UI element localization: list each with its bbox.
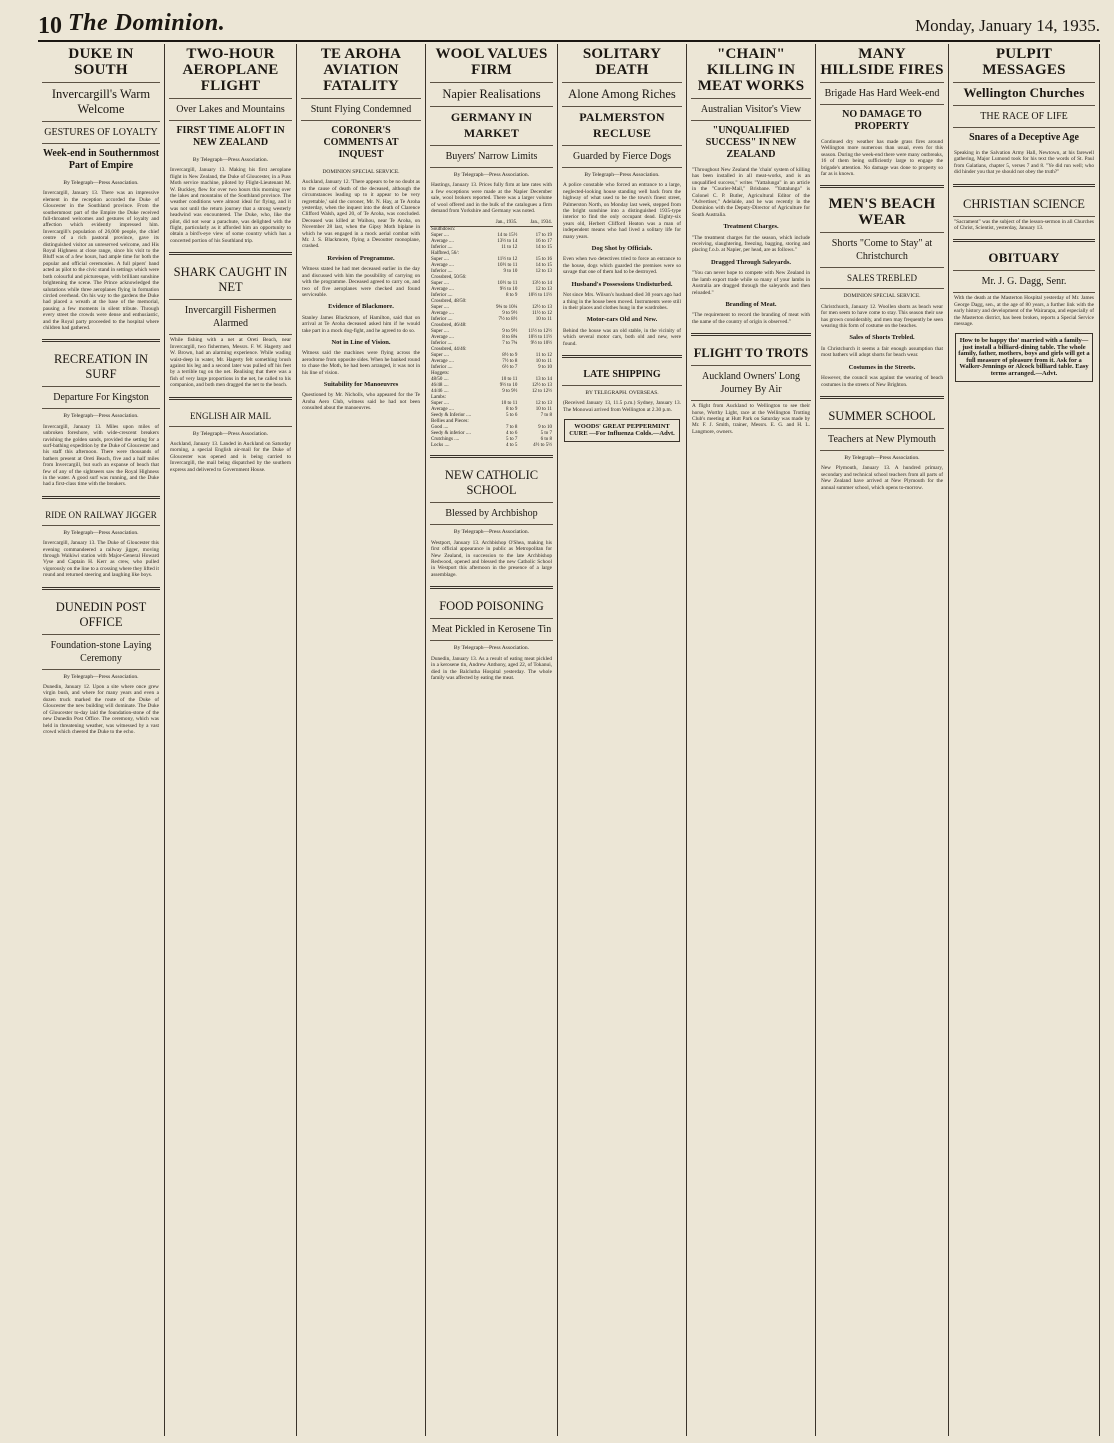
table-cell: Crossbred, 44/46: (431, 347, 467, 353)
table-cell: Average .... (431, 407, 454, 413)
table-cell: 12 to 13 (535, 401, 552, 407)
newspaper-title: The Dominion. (68, 10, 226, 36)
table-cell: 4½ to 5½ (533, 443, 552, 449)
table-cell: 6 to 8 (540, 437, 552, 443)
deck: Guarded by Fierce Dogs (562, 146, 682, 168)
headline: FLIGHT TO TROTS (691, 342, 811, 366)
article-body: A flight from Auckland to Wellington to see their horse, Worthy Light, race at the Wellington Trotting Club's meeting at Hutt Park on Saturday was made by Mr. F. J. Smith, trainer, Messrs. E. G. and H. L. Langmore, owners. (692, 403, 810, 435)
headline: DUNEDIN POST OFFICE (42, 596, 160, 635)
crosshead: Suitability for Manoeuvres (323, 380, 399, 388)
table-cell: 12 to 13 (535, 269, 552, 275)
headline: "CHAIN" KILLING IN MEAT WORKS (691, 44, 811, 99)
table-cell: Super .... (431, 329, 449, 335)
article-body: Christchurch, January 12. Woollen shorts as beach wear for men seem to have come to stay. This season their use has grown considerably, and men may frequently be seen wearing this form of costume on the beaches. (821, 303, 943, 330)
table-cell: 4 to 5 (506, 443, 518, 449)
table-cell: 8 to 8¾ (502, 335, 518, 341)
article-body: "The requirement to record the branding of meat with the name of the country of origin is observed." (692, 312, 810, 325)
crosshead: Branding of Meat. (725, 300, 777, 308)
advertisement: How to be happy tho' married with a family—just install a billiard-dining table. The whole family, father, mothers, boys and girls will get a full measure of pleasure from it. Ask for a Walker-Jennings or Alcock billiard table. Easy terms arranged.—Advt. (955, 333, 1093, 381)
table-cell: 10 to 11 (535, 317, 552, 323)
divider (169, 252, 292, 255)
table-cell: 10½ to 11 (497, 281, 518, 287)
headline: SUMMER SCHOOL (820, 405, 944, 429)
table-cell: 13½ to 14 (531, 281, 552, 287)
deck: Departure For Kingston (42, 387, 160, 409)
byline: DOMINION SPECIAL SERVICE. (843, 293, 921, 300)
headline: OBITUARY (953, 248, 1095, 271)
table-cell: 10 to 11 (535, 407, 552, 413)
subheadline: Alone Among Riches (562, 83, 682, 107)
table-cell: 16 to 17 (535, 239, 552, 245)
byline: By Telegraph—Press Association. (63, 529, 139, 536)
table-cell: Super .... (431, 257, 449, 263)
column-2 (165, 44, 297, 1436)
subheadline: Napier Realisations (430, 83, 553, 107)
table-cell: 9½ to 10 (499, 287, 518, 293)
table-cell: 10 to 11 (501, 377, 518, 383)
table-cell: 12 to 13 (535, 287, 552, 293)
article-body: Hastings, January 13. Prices fully firm at late rates with a few exceptions were made at the Napier December sale, wool brokers reported. There was a larger volume of wool offered and in the bulk of the catalogues a firm demand from Yorkshire and Germany was noted. (431, 182, 552, 215)
headline: TE AROHA AVIATION FATALITY (301, 44, 421, 99)
table-cell: 44/46 .... (431, 389, 449, 395)
table-cell: 7 to 8 (540, 413, 552, 419)
byline: BY TELEGRAPH. OVERSEAS. (585, 389, 659, 396)
issue-date: Monday, January 14, 1935. (915, 16, 1100, 35)
table-cell: Average .... (431, 335, 454, 341)
article-body: Auckland, January 12. 'There appears to be no doubt as to the cause of death of the deceased, although the circumstances leading up to it appear to be very regrettable,' said the coroner, Mr. N. Hay, at Te Aroha yesterday, when the inquest into the death of Clarence Clifford Walsh, aged 20, of Te Aroha, was concluded. Deceased was killed at Waihou, near Te Aroha, on November 28 last, when the Gipsy Moth biplane in which he was engaged in a mock aerial combat with Mr. J. S. Blackmore, flying a Desoutter monoplane, crashed. (302, 179, 420, 250)
article-body: Behind the house was an old stable, in the vicinity of which several motor cars, both old and new, were found. (563, 327, 681, 347)
table-cell: 9 to 10 (538, 365, 552, 371)
article-body: Speaking in the Salvation Army Hall, Newtown, at his farewell gathering, Major Lumond took for his text the words of St. Paul from Galatians, chapter 5, verses 7 and 8. "Ye did run well; who did hinder you that ye should not obey the truth?" (954, 150, 1094, 176)
article-body: Not since Mrs. Wilson's husband died 30 years ago had a thing in the house been moved. Instruments were still in their places and clothes hung in the wardrobes. (563, 292, 681, 311)
headline: CHRISTIAN SCIENCE (953, 193, 1095, 217)
column-4 (426, 44, 558, 1436)
byline: By Telegraph—Press Association. (453, 172, 530, 178)
byline: DOMINION SPECIAL SERVICE. (322, 169, 400, 175)
table-cell: Bellies and Pieces: (431, 419, 469, 425)
table-cell: 10½ to 11½ (528, 335, 552, 341)
table-cell: 14 to 15½ (497, 233, 518, 239)
article-body: Westport, January 13. Archbishop O'Shea, making his first official appearance in public as Metropolitan for New Zealand, in succession to the late Archbishop Redwood, opened and blessed the new Catholic School in Westport this afternoon in the presence of a large assemblage. (431, 539, 552, 578)
table-cell: 9 to 10 (538, 425, 552, 431)
column-8 (949, 44, 1100, 1436)
table-cell: 14 to 15 (535, 263, 552, 269)
subheadline: Shorts "Come to Stay" at Christchurch (820, 233, 944, 268)
divider (953, 184, 1095, 187)
divider (169, 397, 292, 400)
article-body: While fishing with a net at Oreti Beach, near Invercargill, two fishermen, Messrs. F. W. Hagerty and W. Brown, had an alarming experience. While wading waist-deep in water, Mr. Hagerty felt something brush against his leg and a second later was pulled off his feet by a terrible tug on the net. Realising that there was a fish of very large proportions in the net, he called to his companion, and both men dragged the net to the beach. (170, 337, 291, 389)
subheadline: Brigade Has Hard Week-end (820, 83, 944, 105)
article-body: Invercargill, January 13. There was an impressive element in the reception accorded the Duke of Gloucester in the Southland province. From the southernmost part of the Empire the Duke received full-throated welcomes and gestures of loyalty and affection which evidently impressed him. Invercargill's population of 26,000 people, the chief centre of a rich pastoral province, gave its distinguished visitor an unreserved welcome, and His Royal Highness at close range, since his visit to the Bluff was of a few hours, had ample time for both the popular and official ceremonies. A full pipers' band acted as pilot to the civic stand in settings which were both colourful and picturesque, with brilliant sunshine brightening the scene. The Prince acknowledged the salutations while three aeroplanes flying in formation circled overhead. On his way to the gardens the Duke had placed a wreath at the base of the memorial, pausing a few moments in silent tribute. Through every street the crowds were dense and enthusiastic, and the Royal party proceeded to the hospital where children had gathered. (43, 190, 159, 331)
column-3 (297, 44, 426, 1436)
article-body: Continued dry weather has made grass fires around Wellington more numerous than usual, even for this season. During the week-end there were many outbreaks, 16 of them being sufficiently large to engage the brigade's attention. No damage was done to property so far as is known. (821, 139, 943, 178)
table-cell: 9 to 10 (503, 269, 518, 275)
headline: RECREATION IN SURF (42, 348, 160, 387)
table-cell: Average .... (431, 359, 454, 365)
divider (42, 587, 160, 590)
table-cell: Southdown: (431, 227, 456, 233)
deck: SALES TREBLED (820, 268, 944, 289)
subheading: PALMERSTON RECLUSE (562, 107, 682, 146)
table-cell: 10 to 11 (535, 359, 552, 365)
divider (691, 333, 811, 336)
table-cell: Seedy & Inferior .... (431, 413, 472, 419)
subheading: Week-end in Southernmost Part of Empire (42, 148, 160, 171)
article-body: Witness stated he had met deceased earlier in the day and discussed with him the possibility of carrying on with the programme. Deceased agreed to carry on, and two of five aeroplanes were checked and found serviceable. (302, 266, 420, 298)
table-cell: 11 to 12 (535, 353, 552, 359)
subheadline: Invercargill's Warm Welcome (42, 83, 160, 122)
divider (42, 339, 160, 342)
table-cell: Super .... (431, 353, 449, 359)
article-body: (Received January 13, 11.5 p.m.) Sydney, January 13. The Monowai arrived from Wellington at 2.30 p.m. (563, 400, 681, 413)
wool-price-table (430, 220, 553, 449)
crosshead: Treatment Charges. (723, 223, 779, 231)
deck: Blessed by Archbishop (430, 503, 553, 525)
table-cell: Seedy & inferior .... (431, 431, 471, 437)
article-body: Auckland, January 13. Landed in Auckland on Saturday morning, a special English air-mail for the Duke of Gloucester was opened and is being carried to Invercargill, the mail being dispatched by the southern express and delivered to Government House. (170, 440, 291, 473)
article-body: New Plymouth, January 13. A hundred primary, secondary and technical school teachers from all parts of New Zealand have arrived at New Plymouth for the annual summer school, which opens to-morrow. (821, 465, 943, 491)
article-body: Stanley James Blackmore, of Hamilton, said that on arrival at Te Aroha deceased asked him if he would take part in a mock dog-fight, and he agreed to do so. (302, 314, 420, 334)
table-cell: 9½ to 10 (499, 383, 518, 389)
table-cell: 48/50 .... (431, 377, 449, 383)
table-cell: Crossbred, 48/50: (431, 299, 467, 305)
divider (820, 396, 944, 399)
byline: By Telegraph—Press Association. (192, 430, 269, 437)
divider (820, 185, 944, 188)
deck: Auckland Owners' Long Journey By Air (691, 366, 811, 401)
headline: SOLITARY DEATH (562, 44, 682, 83)
table-cell: Super .... (431, 401, 449, 407)
table-cell: 10 to 11 (501, 401, 518, 407)
byline: By Telegraph—Press Association. (63, 180, 139, 186)
deck: Buyers' Narrow Limits (430, 146, 553, 168)
page-number: 10 (38, 13, 62, 39)
table-cell: Crossbred, 50/56: (431, 275, 467, 281)
byline: By Telegraph—Press Association. (453, 645, 530, 652)
deck: Mr. J. G. Dagg, Senr. (953, 271, 1095, 293)
table-header: Jan., 1934. (518, 220, 553, 227)
table-cell: 14 to 15 (535, 245, 552, 251)
table-cell: 7½ to 8 (502, 359, 518, 365)
headline: FOOD POISONING (430, 595, 553, 619)
subheadline: Stunt Flying Condemned (301, 99, 421, 121)
table-header: Jan., 1935. (487, 220, 519, 227)
table-cell: Super .... (431, 281, 449, 287)
deck: THE RACE OF LIFE (953, 106, 1095, 128)
article-body: Invercargill, January 13. Making his first aeroplane flight in New Zealand, the Duke of Gloucester, in a Puss Moth service machine, piloted by Flight-Lieutenant M. W. Buckley, flew for over two hours this morning over the lakes and mountains of the Southland province. The weather conditions were almost ideal for flying, and it was not until the return journey that a strong westerly headwind was encountered. The Duke, who, like the pilot, did not wear a parachute, was delighted with the flight, particularly as it afforded him an opportunity to obtain a bird's-eye view of some country which has a concerted portion of his Southland trip. (170, 167, 291, 244)
article-body: "Sacrament" was the subject of the lesson-sermon in all Churches of Christ, Scientist, yesterday, January 13. (954, 218, 1094, 232)
table-cell: 46/48 .... (431, 383, 449, 389)
article-body: Invercargill, January 13. Miles upon miles of unbroken foreshore, with wide-crescent breakers ravishing the golden sands, provided the setting for a surf-bathing expedition by the Duke of Gloucester and his staff this afternoon. There were thousands of bathers present at Oreti Beach, five and a half miles from Invercargill, but such an expanse of beach that few of any of the sightseers saw the Royal Highness in the water. A good surf was running, and the Duke had a first-class time with the breakers. (43, 423, 159, 488)
crosshead: Evidence of Blackmore. (328, 303, 394, 311)
subheadline: Wellington Churches (953, 83, 1095, 106)
table-cell: 5 to 7 (540, 431, 552, 437)
column-7 (816, 44, 949, 1436)
deck: Teachers at New Plymouth (820, 429, 944, 451)
table-cell: 8 to 9 (506, 293, 518, 299)
article-body: Witness said the machines were flying across the aerodrome from opposite sides. When he banked round to chase the Moth, he had been arranged, it was not in his line of vision. (302, 350, 420, 376)
article-body: Dunedin, January 13. As a result of eating meat pickled in a kerosene tin, Andrew Anthony, aged 22, of Tokanui, died in the Balclutha Hospital yesterday. The whole family was affected by eating the meat. (431, 655, 552, 681)
table-cell: 10½ to 11 (497, 263, 518, 269)
article-body: "You can never hope to compete with New Zealand in the lamb export trade while so many of your lambs in Australia are dragged through the saleyards and then reloaded." (692, 270, 810, 296)
crosshead: Revision of Programme. (327, 254, 395, 262)
column-6 (687, 44, 816, 1436)
deck: GESTURES OF LOYALTY (42, 122, 160, 144)
subheading: "UNQUALIFIED SUCCESS" IN NEW ZEALAND (705, 125, 797, 160)
table-cell: Locks .... (431, 443, 450, 449)
headline: DUKE IN SOUTH (42, 44, 160, 83)
table-cell: 7½ to 8½ (498, 317, 518, 323)
table-cell: Crutchings .... (431, 437, 460, 443)
table-cell: 15 to 16 (535, 257, 552, 263)
byline: By Telegraph—Press Association. (63, 673, 139, 680)
table-cell: 9 to 9½ (502, 329, 518, 335)
subheadline: Over Lakes and Mountains (169, 99, 292, 121)
table-row (430, 443, 553, 449)
table-cell: Super .... (431, 305, 449, 311)
table-cell: Inferior .... (431, 245, 453, 251)
divider (430, 455, 553, 458)
article-body: Dunedin, January 12. Upon a site where once grew virgin bush, and where for many years and even a dozen truck marked the route of the Duke of Gloucester the new building will dominate. The Duke of Gloucester to-day laid the foundation-stone of the new Dunedin Post Office. The ceremony, which was held in threatening weather, was witnessed by a vast crowd which cheered the Duke to the echo. (43, 684, 159, 735)
table-cell: 11½ to 12 (532, 311, 552, 317)
byline: By Telegraph—Press Association. (453, 529, 530, 536)
crosshead: Husband's Possessions Undisturbed. (571, 280, 673, 288)
advertisement: WOODS' GREAT PEPPERMINT CURE —For Influenza Colds.—Advt. (564, 419, 680, 442)
table-cell: 5 to 7 (506, 437, 518, 443)
headline: MEN'S BEACH WEAR (820, 194, 944, 233)
headline: SHARK CAUGHT IN NET (169, 261, 292, 300)
headline: TWO-HOUR AEROPLANE FLIGHT (169, 44, 292, 99)
table-cell: Hoggets: (431, 371, 450, 377)
article-body: With the death at the Masterton Hospital yesterday of Mr. James George Dagg, sen., at the age of 80 years, a further link with the early history and development of the Wairarapa, and especially of the Masterton district, has been broken, reports a Special Service message. (954, 295, 1094, 328)
table-cell: 11½ to 12½ (528, 329, 552, 335)
table-cell: Average .... (431, 287, 454, 293)
article-body: Invercargill, January 13. The Duke of Gloucester this evening commandeered a railway jigger, moving through Waikiwi station with Major-General Howard Vyse and Captain H. Kerr as crew, who pulled vigorously on the line to a crossing where they lifted it round and returned steering and laughing like boys. (43, 540, 159, 579)
crosshead: Sales of Shorts Trebled. (849, 334, 915, 342)
column-1 (38, 44, 165, 1436)
headline: LATE SHIPPING (562, 364, 682, 386)
crosshead: Dragged Through Saleyards. (710, 258, 792, 266)
article-body: "Throughout New Zealand the 'chain' system of killing has been installed in all meat-works, and is an unqualified success," writes "Yattalunga" in an article in the "Courier-Mail," Brisbane. "Yattalunga" is Colonel C. P. Butler, Agricultural Editor of the "Advertiser," Adelaide, and he was recently in the Dominion with the Deputy-Director of Agriculture for South Australia. (692, 167, 810, 218)
article-body: A police constable who forced an entrance to a large, neglected-looking house standing well back from the highway of what used to be the town's finest street, Palmerston North, on Monday last week, stepped from the bright sunshine into a distinguished 1935-type interior to find the only occupant dead. Eighty-six years old, Herbert Clifford Heaton was a man of independent means who had lived a solitary life for many years. (563, 182, 681, 240)
table-cell: Inferior .... (431, 317, 453, 323)
table-cell: Inferior .... (431, 341, 453, 347)
headline: MANY HILLSIDE FIRES (820, 44, 944, 83)
divider (42, 496, 160, 499)
subheading: Snares of a Deceptive Age (969, 132, 1079, 143)
byline: By Telegraph—Press Association. (584, 172, 660, 178)
deck: Foundation-stone Laying Ceremony (42, 635, 160, 670)
table-cell: Crossbred, 46/48: (431, 323, 467, 329)
table-cell: 7 to 8 (506, 425, 518, 431)
table-cell: 12½ to 13 (531, 383, 552, 389)
table-cell: Inferior .... (431, 269, 453, 275)
table-cell: 17 to 19 (535, 233, 552, 239)
masthead (38, 10, 1100, 42)
table-cell: Average .... (431, 239, 454, 245)
table-cell: 11 to 12 (501, 245, 518, 251)
table-cell: 5 to 6 (506, 413, 518, 419)
table-cell: Average .... (431, 311, 454, 317)
table-cell: 9 to 9½ (502, 389, 518, 395)
crosshead: Dog Shot by Officials. (591, 245, 653, 253)
subheading: GERMANY IN MARKET (430, 107, 553, 146)
table-cell: 4 to 6 (506, 431, 518, 437)
table-cell: Inferior .... (431, 293, 453, 299)
byline: By Telegraph—Press Association. (844, 454, 920, 461)
article-body: However, the council was against the wearing of beach costumes in the streets of New Brighton. (821, 375, 943, 388)
table-cell: 9¾ to 10¼ (496, 305, 518, 311)
table-cell: 13 to 14 (535, 377, 552, 383)
table-cell: 12 to 12½ (531, 389, 552, 395)
article-body: Questioned by Mr. Nicholls, who appeared for the Te Aroha Aero Club, witness said he had not been consulted about the manoeuvres. (302, 392, 420, 412)
table-cell: Inferior .... (431, 365, 453, 371)
article-body: "The treatment charges for the season, which include receiving, slaughtering, freezing, bagging, storing and placing f.o.b. at Napier, per head, are as follows." (692, 234, 810, 254)
table-cell: 13½ to 14 (497, 239, 518, 245)
table-cell: Good .... (431, 425, 449, 431)
crosshead: Costumes in the Streets. (848, 363, 916, 371)
deck: Meat Pickled in Kerosene Tin (430, 619, 553, 641)
divider (430, 586, 553, 589)
headline: RIDE ON RAILWAY JIGGER (42, 505, 160, 526)
subheading: CORONER'S COMMENTS AT INQUEST (323, 125, 399, 160)
table-cell: 11½ to 12 (497, 257, 518, 263)
subheadline: Australian Visitor's View (691, 99, 811, 121)
article-body: Even when two detectives tried to force an entrance to the house, dogs which guarded the premises were so savage that one of them had to be destroyed. (563, 256, 681, 276)
table-cell: Average .... (431, 263, 454, 269)
table-cell: 9½ to 10½ (530, 341, 552, 347)
table-cell: 10½ to 11½ (528, 293, 552, 299)
divider (953, 239, 1095, 242)
table-cell: Halfbred, 56/: (431, 251, 460, 257)
headline: NEW CATHOLIC SCHOOL (430, 464, 553, 503)
headline: WOOL VALUES FIRM (430, 44, 553, 83)
table-cell: 7 to 7¾ (502, 341, 518, 347)
crosshead: Not in Line of Vision. (331, 338, 391, 346)
table-cell: 8½ to 9 (502, 353, 518, 359)
table-cell: 12½ to 13 (531, 305, 552, 311)
headline: PULPIT MESSAGES (953, 44, 1095, 83)
byline: By Telegraph—Press Association. (63, 413, 139, 420)
article-body: In Christchurch it seems a fair enough assumption that most bathers will adopt shorts for beach wear. (821, 345, 943, 359)
deck: Invercargill Fishermen Alarmed (169, 300, 292, 335)
table-cell: Lambs: (431, 395, 446, 401)
table-cell: 9 to 9½ (502, 311, 518, 317)
table-cell: 6½ to 7 (502, 365, 518, 371)
table-cell: Super .... (431, 233, 449, 239)
headline: ENGLISH AIR MAIL (169, 406, 292, 427)
byline: By Telegraph—Press Association. (192, 157, 269, 163)
column-5 (558, 44, 687, 1436)
subheading: FIRST TIME ALOFT IN NEW ZEALAND (176, 125, 285, 148)
crosshead: Motor-cars Old and New. (586, 316, 658, 324)
subheading: NO DAMAGE TO PROPERTY (842, 109, 922, 132)
divider (562, 355, 682, 358)
table-cell: 8 to 9 (506, 407, 518, 413)
